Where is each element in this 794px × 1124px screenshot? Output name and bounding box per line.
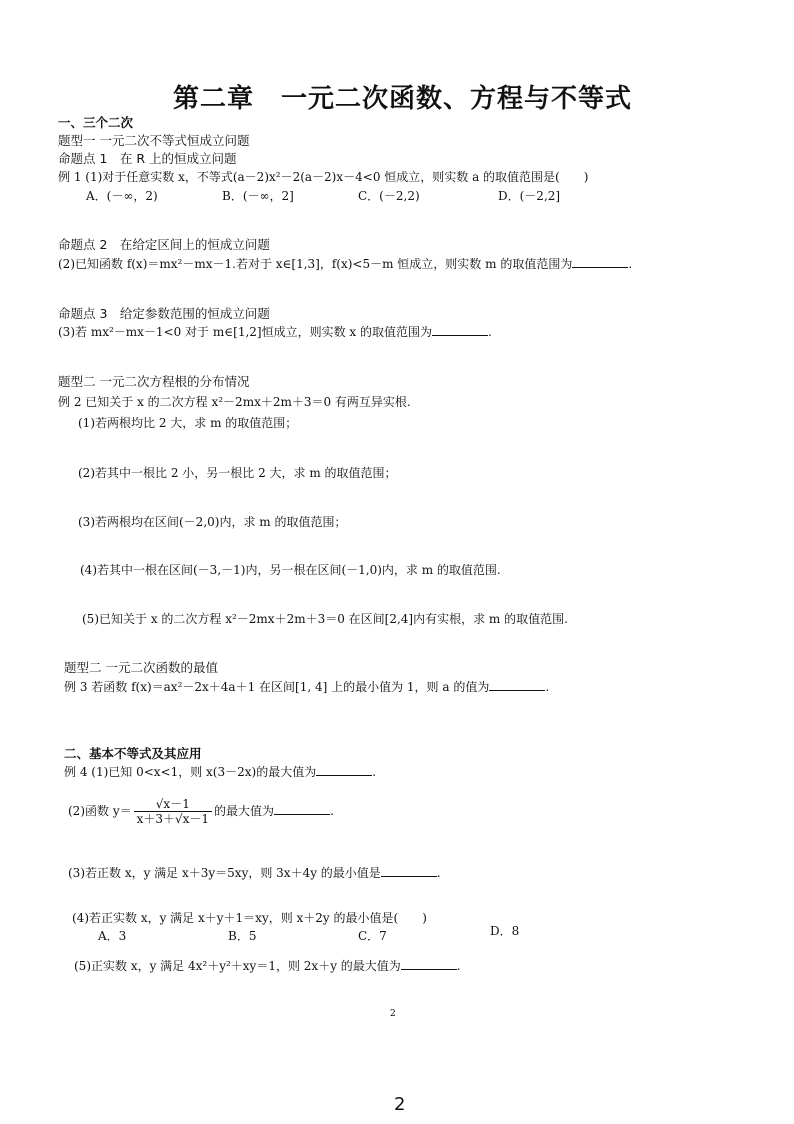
- point-heading-1: 命题点 1 在 R 上的恒成立问题: [58, 151, 237, 166]
- example-4-part-5-text: (5)正实数 x，y 满足 4x²＋y²＋xy＝1，则 2x＋y 的最大值为: [74, 959, 401, 973]
- fraction: [134, 797, 212, 826]
- example-4-part-3: (3)若正数 x，y 满足 x＋3y＝5xy，则 3x＋4y 的最小值是 .: [68, 866, 441, 880]
- fraction-numerator: √x－1: [134, 797, 212, 812]
- section-heading-1: 一、三个二次: [58, 115, 134, 130]
- example-1-option-d: D．(－2,2]: [498, 189, 561, 203]
- type-heading-2: 题型二 一元二次方程根的分布情况: [58, 374, 250, 389]
- example-2-part-2: (2)若其中一根比 2 小，另一根比 2 大，求 m 的取值范围；: [78, 466, 397, 480]
- example-1-part-2-text: (2)已知函数 f(x)＝mx²－mx－1.若对于 x∈[1,3]，f(x)<5－m 恒成立，则实数 m 的取值范围为: [58, 257, 573, 271]
- answer-blank: [381, 865, 437, 877]
- example-1-part-2: (2)已知函数 f(x)＝mx²－mx－1.若对于 x∈[1,3]，f(x)<5－m 恒成立，则实数 m 的取值范围为 .: [58, 257, 633, 271]
- type-heading-3: 题型二 一元二次函数的最值: [64, 660, 218, 675]
- example-1-part-3-text: (3)若 mx²－mx－1<0 对于 m∈[1,2]恒成立，则实数 x 的取值范围为: [58, 325, 432, 339]
- type-heading-1: 题型一 一元二次不等式恒成立问题: [58, 133, 250, 148]
- point-heading-3: 命题点 3 给定参数范围的恒成立问题: [58, 306, 270, 321]
- example-4-part-4: (4)若正实数 x，y 满足 x＋y＋1＝xy，则 x＋2y 的最小值是( ): [72, 911, 427, 925]
- fraction-denominator: x＋3＋√x－1: [136, 812, 210, 826]
- example-2-part-5: (5)已知关于 x 的二次方程 x²－2mx＋2m＋3＝0 在区间[2,4]内有实根，求 m 的取值范围.: [82, 612, 568, 626]
- example-2-part-3: (3)若两根均在区间(－2,0)内，求 m 的取值范围；: [78, 515, 347, 529]
- example-4-part-1: 例 4 (1)已知 0<x<1，则 x(3－2x)的最大值为 .: [64, 765, 377, 779]
- example-1-option-b: B．(－∞，2]: [222, 189, 294, 203]
- example-1-question: 例 1 (1)对于任意实数 x，不等式(a－2)x²－2(a－2)x－4<0 恒成立，则实数 a 的取值范围是( ): [58, 170, 589, 184]
- example-3-text: 例 3 若函数 f(x)＝ax²－2x＋4a＋1 在区间[1, 4] 上的最小值为 1，则 a 的值为: [64, 680, 490, 694]
- answer-blank: [432, 324, 488, 336]
- example-4-option-c: C．7: [358, 929, 387, 943]
- example-4-option-a: A．3: [98, 929, 127, 943]
- example-4-part-5: (5)正实数 x，y 满足 4x²＋y²＋xy＝1，则 2x＋y 的最大值为 .: [74, 959, 461, 973]
- example-4-part-2: (2)函数 y＝ $\frac{√x-1}{x+3+√x-1}$ 的最大值为 .: [68, 797, 334, 826]
- answer-blank: [274, 803, 330, 815]
- example-4-part-1-text: 例 4 (1)已知 0<x<1，则 x(3－2x)的最大值为: [64, 765, 317, 779]
- answer-blank: [489, 679, 545, 691]
- page-number-small: 2: [390, 1009, 396, 1019]
- page-title: 第二章 一元二次函数、方程与不等式: [173, 84, 633, 114]
- example-1-part-3: (3)若 mx²－mx－1<0 对于 m∈[1,2]恒成立，则实数 x 的取值范围为 .: [58, 325, 492, 339]
- example-4-option-b: B．5: [228, 929, 257, 943]
- example-1-option-c: C．(－2,2): [358, 189, 420, 203]
- answer-blank: [401, 958, 457, 970]
- example-4-part-2-post: 的最大值为: [214, 804, 275, 818]
- example-2-question: 例 2 已知关于 x 的二次方程 x²－2mx＋2m＋3＝0 有两互异实根.: [58, 395, 411, 409]
- point-heading-2: 命题点 2 在给定区间上的恒成立问题: [58, 237, 270, 252]
- answer-blank: [572, 256, 628, 268]
- section-heading-2: 二、基本不等式及其应用: [64, 746, 202, 761]
- answer-blank: [316, 764, 372, 776]
- example-4-part-2-pre: (2)函数 y＝: [68, 804, 132, 818]
- example-2-part-1: (1)若两根均比 2 大，求 m 的取值范围；: [78, 416, 298, 430]
- example-2-part-4: (4)若其中一根在区间(－3,－1)内，另一根在区间(－1,0)内，求 m 的取值范围.: [80, 563, 501, 577]
- page-number: 2: [394, 1094, 406, 1115]
- example-4-part-3-text: (3)若正数 x，y 满足 x＋3y＝5xy，则 3x＋4y 的最小值是: [68, 866, 381, 880]
- example-4-option-d: D．8: [490, 924, 520, 938]
- example-1-option-a: A．(－∞，2): [86, 189, 158, 203]
- example-3-question: 例 3 若函数 f(x)＝ax²－2x＋4a＋1 在区间[1, 4] 上的最小值为 1，则 a 的值为 .: [64, 680, 550, 694]
